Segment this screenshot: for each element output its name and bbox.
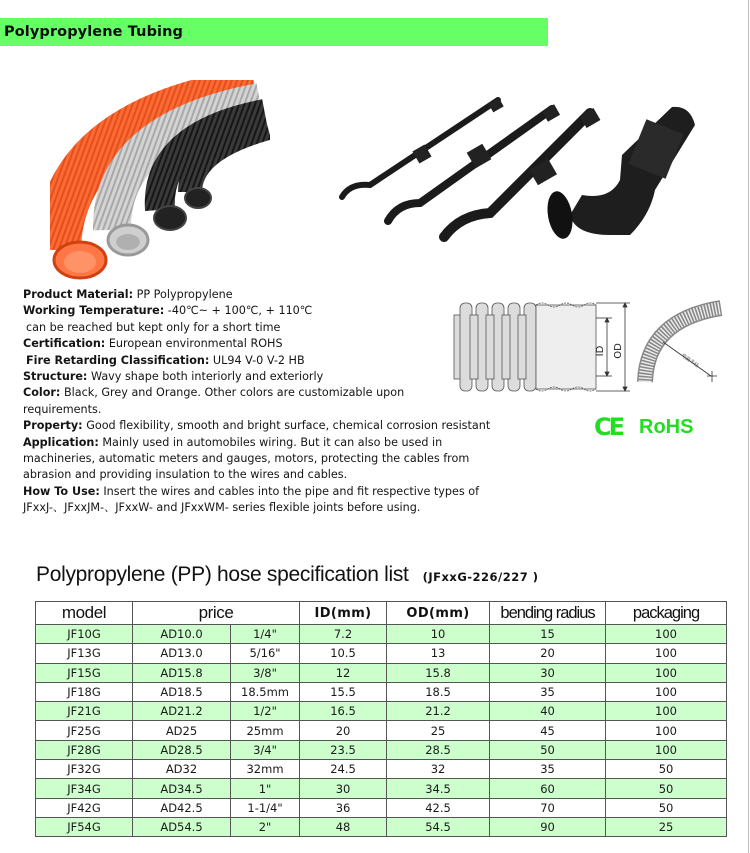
- cell-model: JF28G: [36, 740, 133, 759]
- cell-size: 2": [231, 817, 300, 836]
- cell-size: 32mm: [231, 760, 300, 779]
- cell-code: AD18.5: [133, 682, 231, 701]
- certification-marks: [594, 413, 693, 441]
- cell-packaging: 100: [606, 682, 727, 701]
- spec-color: Color: Black, Grey and Orange. Other colors are customizable upon requirements.: [23, 386, 405, 416]
- cell-packaging: 50: [606, 760, 727, 779]
- radius-label: 弯曲半径: [679, 352, 700, 370]
- cell-size: 3/8": [231, 663, 300, 682]
- id-label: ID: [595, 345, 606, 357]
- od-label: OD: [613, 343, 624, 359]
- spec-list-code: (JFxxG-226/227 ): [422, 570, 539, 584]
- cell-size: 1/4": [231, 625, 300, 644]
- cell-od: 18.5: [387, 682, 490, 701]
- cell-radius: 35: [490, 760, 606, 779]
- cell-code: AD54.5: [133, 817, 231, 836]
- cell-packaging: 50: [606, 779, 727, 798]
- cell-packaging: 100: [606, 740, 727, 759]
- cell-code: AD28.5: [133, 740, 231, 759]
- spec-fire-retarding: Fire Retarding Classification: UL94 V-0 V-2 HB: [26, 353, 305, 367]
- cell-size: 3/4": [231, 740, 300, 759]
- table-row: [36, 817, 727, 836]
- cell-model: JF21G: [36, 702, 133, 721]
- cell-od: 25: [387, 721, 490, 740]
- tube-dimension-diagram: [452, 293, 632, 401]
- cell-code: AD42.5: [133, 798, 231, 817]
- cell-packaging: 100: [606, 721, 727, 740]
- tubes-photo: [50, 80, 270, 280]
- table-row: [36, 760, 727, 779]
- cell-od: 15.8: [387, 663, 490, 682]
- cell-id: 36: [300, 798, 387, 817]
- rohs-mark: RoHS: [639, 415, 694, 438]
- cell-size: 1-1/4": [231, 798, 300, 817]
- cell-model: JF32G: [36, 760, 133, 779]
- cell-size: 25mm: [231, 721, 300, 740]
- cell-model: JF54G: [36, 817, 133, 836]
- cell-size: 1": [231, 779, 300, 798]
- table-row: [36, 740, 727, 759]
- cell-model: JF34G: [36, 779, 133, 798]
- cell-code: AD10.0: [133, 625, 231, 644]
- cell-model: JF10G: [36, 625, 133, 644]
- cell-od: 28.5: [387, 740, 490, 759]
- cell-radius: 60: [490, 779, 606, 798]
- cell-od: 13: [387, 644, 490, 663]
- cell-packaging: 100: [606, 625, 727, 644]
- cell-code: AD32: [133, 760, 231, 779]
- cell-radius: 20: [490, 644, 606, 663]
- table-row: [36, 644, 727, 663]
- cell-id: 10.5: [300, 644, 387, 663]
- cell-model: JF25G: [36, 721, 133, 740]
- cell-packaging: 100: [606, 644, 727, 663]
- cell-size: 18.5mm: [231, 682, 300, 701]
- cell-od: 34.5: [387, 779, 490, 798]
- cell-id: 20: [300, 721, 387, 740]
- bending-radius-diagram: [635, 300, 725, 385]
- cell-packaging: 100: [606, 663, 727, 682]
- header-packaging: packaging: [606, 602, 727, 625]
- cell-packaging: 25: [606, 817, 727, 836]
- spec-application: Application: Mainly used in automobiles wiring. But it can also be used in machineries, automatic meters and gauges, motors, protecting the cables from abrasion and providing insulation to the wires and cables.: [23, 435, 470, 482]
- ce-mark: CE: [594, 413, 623, 441]
- cell-id: 24.5: [300, 760, 387, 779]
- spec-structure: Structure: Wavy shape both interiorly and exteriorly: [23, 370, 324, 384]
- cell-code: AD13.0: [133, 644, 231, 663]
- cell-model: JF15G: [36, 663, 133, 682]
- cell-id: 16.5: [300, 702, 387, 721]
- page-title: Polypropylene Tubing: [4, 24, 184, 40]
- cell-size: 1/2": [231, 702, 300, 721]
- header-id: ID(mm): [300, 602, 387, 625]
- spec-list-heading: [36, 563, 539, 587]
- cell-code: AD34.5: [133, 779, 231, 798]
- table-row: [36, 779, 727, 798]
- header-bending-radius: bending radius: [490, 602, 606, 625]
- header-od: OD(mm): [387, 602, 490, 625]
- cell-id: 7.2: [300, 625, 387, 644]
- cell-radius: 40: [490, 702, 606, 721]
- cell-code: AD25: [133, 721, 231, 740]
- cell-od: 10: [387, 625, 490, 644]
- table-row: [36, 663, 727, 682]
- cell-id: 23.5: [300, 740, 387, 759]
- table-row: [36, 798, 727, 817]
- table-row: [36, 721, 727, 740]
- cell-od: 32: [387, 760, 490, 779]
- cell-id: 48: [300, 817, 387, 836]
- cell-id: 30: [300, 779, 387, 798]
- cell-model: JF13G: [36, 644, 133, 663]
- cell-model: JF42G: [36, 798, 133, 817]
- spec-working-temperature: Working Temperature: -40℃~ + 100℃, + 110℃: [23, 304, 313, 318]
- header-price: price: [133, 602, 300, 625]
- cell-radius: 35: [490, 682, 606, 701]
- spec-material: Product Material: PP Polypropylene: [23, 288, 233, 301]
- table-row: [36, 625, 727, 644]
- cell-radius: 45: [490, 721, 606, 740]
- header-model: model: [36, 602, 133, 625]
- cell-od: 54.5: [387, 817, 490, 836]
- cell-od: 42.5: [387, 798, 490, 817]
- cell-radius: 70: [490, 798, 606, 817]
- cell-packaging: 100: [606, 702, 727, 721]
- cell-packaging: 50: [606, 798, 727, 817]
- cell-code: AD21.2: [133, 702, 231, 721]
- spec-how-to-use: How To Use: Insert the wires and cables into the pipe and fit respective types of JFxxJ-、JFxxJM-、JFxxW- and JFxxWM- series flexible joints before using.: [23, 484, 480, 515]
- spec-temperature-note: can be reached but kept only for a short time: [26, 320, 281, 334]
- cell-od: 21.2: [387, 702, 490, 721]
- spec-certification: Certification: European environmental ROHS: [23, 337, 283, 351]
- cell-id: 12: [300, 663, 387, 682]
- cell-radius: 90: [490, 817, 606, 836]
- cell-radius: 50: [490, 740, 606, 759]
- cell-radius: 30: [490, 663, 606, 682]
- page-right-border: [748, 0, 749, 853]
- table-row: [36, 702, 727, 721]
- specification-table: [35, 601, 727, 837]
- cell-code: AD15.8: [133, 663, 231, 682]
- cell-size: 5/16": [231, 644, 300, 663]
- table-row: [36, 682, 727, 701]
- spec-list-title: Polypropylene (PP) hose specification list: [36, 563, 409, 586]
- assemblies-photo: [320, 85, 720, 285]
- cell-radius: 15: [490, 625, 606, 644]
- spec-property: Property: Good flexibility, smooth and bright surface, chemical corrosion resistant: [23, 419, 491, 433]
- cell-model: JF18G: [36, 682, 133, 701]
- title-banner: [0, 18, 548, 46]
- table-header-row: [36, 602, 727, 625]
- cell-id: 15.5: [300, 682, 387, 701]
